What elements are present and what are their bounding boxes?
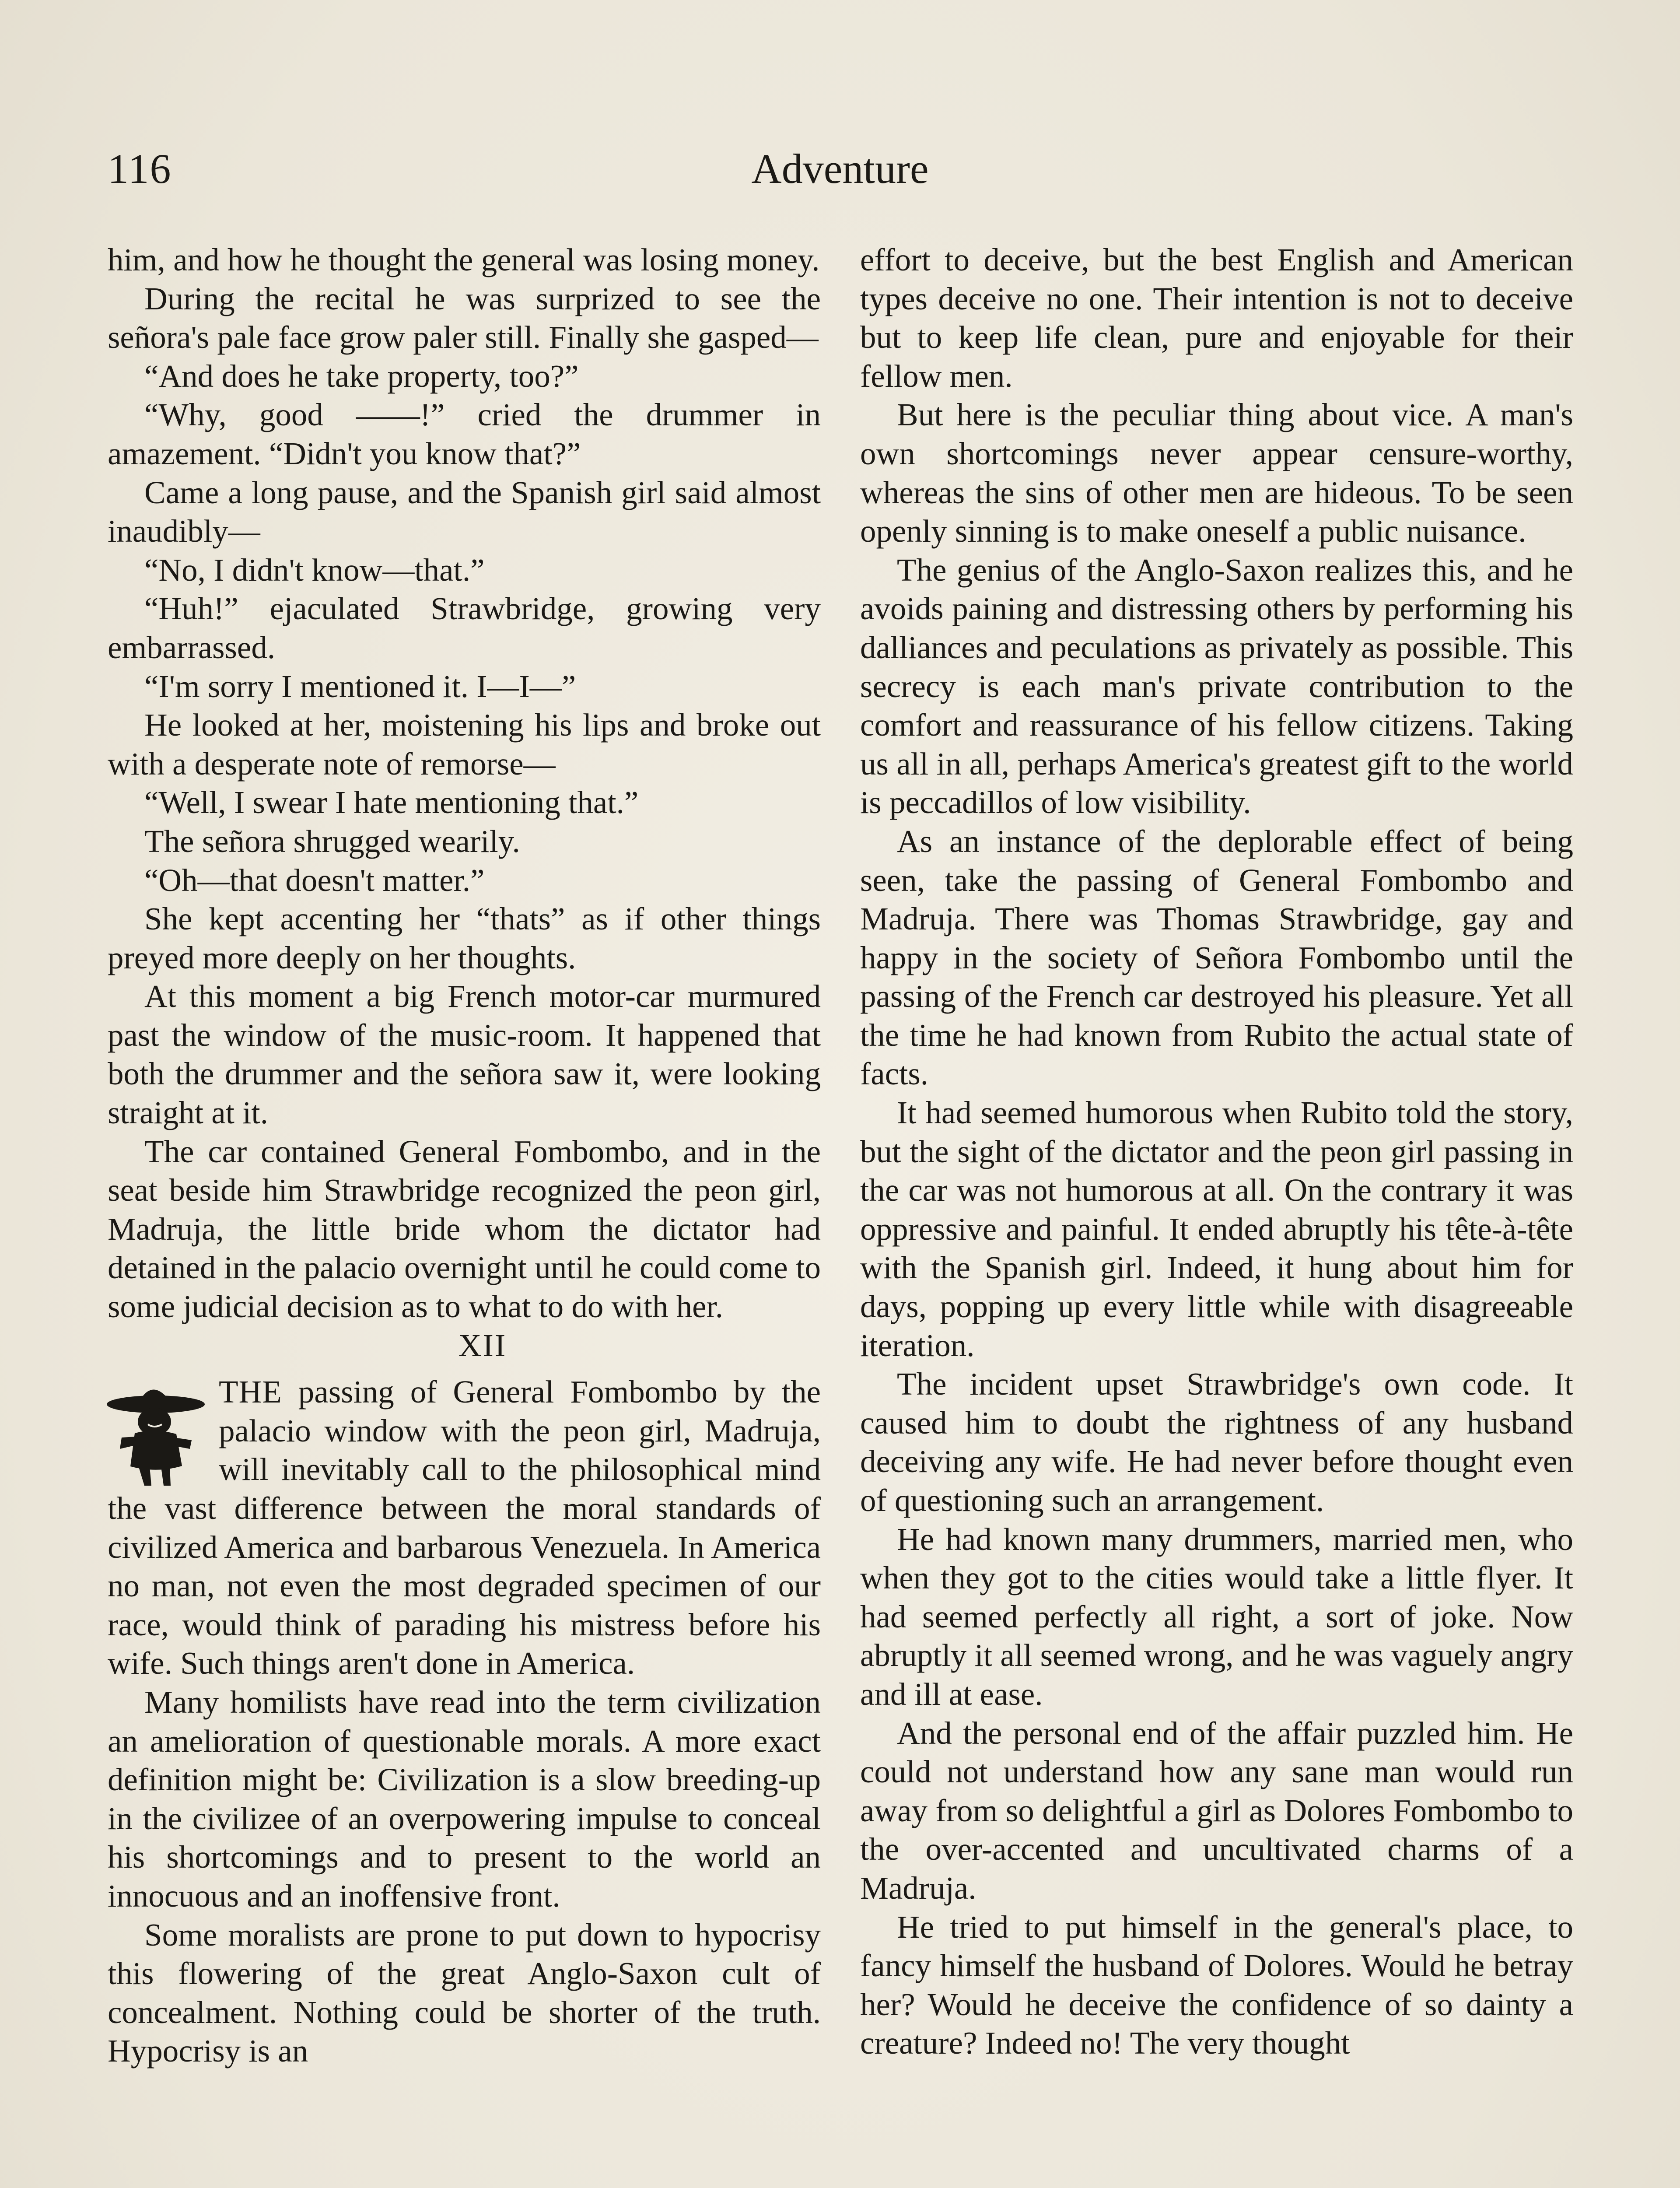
paragraph: It had seemed humorous when Rubito told the story, but the sight of the dictator and the peon girl passing in the car was not humorous at all. On the contrary it was oppressive and painful. It ended abruptly his tête-à-tête with the Spanish girl. Indeed, it hung about him for days, popping up every little while with disagreeable iteration. [860,1095,1573,1363]
paragraph: him, and how he thought the general was losing money. [108,242,820,277]
paragraph: He had known many drummers, married men, who when they got to the cities would take a little flyer. It had seemed perfectly all right, a sort of joke. Now abruptly it all seemed wrong, and he was vaguely angry and ill at ease. [860,1521,1573,1712]
paragraph: He looked at her, moistening his lips and broke out with a desperate note of remorse— [108,707,821,782]
paragraph: She kept accenting her “thats” as if other things preyed more deeply on her thoughts. [108,901,821,975]
paragraph: “And does he take property, too?” [144,358,579,394]
paragraph: Many homilists have read into the term civilization an amelioration of questionable morals. A more exact definition might be: Civilization is a slow breeding-up in the civilizee of an overpowering impulse to conceal his shortcomings and to present to the world an innocuous and an inoffensive front. [108,1684,821,1914]
left-column [108,241,821,2071]
dropcap-lead-word: THE [219,1374,282,1410]
paragraph: The genius of the Anglo-Saxon realizes this, and he avoids paining and distressing others by performing his dalliances and peculations as privately as possible. This secrecy is each man's private contribution to the comfort and reassurance of his fellow citizens. Taking us all in all, perhaps America's greatest gift to the world is peccadillos of low visibility. [860,552,1573,820]
paragraph: Came a long pause, and the Spanish girl said almost inaudibly— [108,474,821,549]
paragraph: “Well, I swear I hate mentioning that.” [144,785,639,820]
paragraph: The incident upset Strawbridge's own code. It caused him to doubt the rightness of any husband deceiving any wife. He had never before thought even of questioning such an arrangement. [860,1366,1573,1518]
page-number: 116 [108,145,172,192]
paragraph: effort to deceive, but the best English and American types deceive no one. Their intention is not to deceive but to keep life clean, pure and enjoyable for their fellow men. [860,242,1573,394]
paragraph: During the recital he was surprized to see the señora's pale face grow paler still. Finally she gasped— [108,281,821,355]
dropcap-paragraph-text: passing of General Fombombo by the palacio window with the peon girl, Madruja, will inevitably call to the philosophical mind the vast difference between the moral standards of civilized America and barbarous Venezuela. In America no man, not even the most degraded specimen of our race, would think of parading his mistress before his wife. Such things aren't done in America. [108,1374,821,1681]
sombrero-figure-vignette [104,1376,209,1488]
paragraph: But here is the peculiar thing about vice. A man's own shortcomings never appear censure-worthy, whereas the sins of other men are hideous. To be seen openly sinning is to make oneself a public nuisance. [860,397,1573,549]
running-title: Adventure [751,145,929,192]
section-heading: XII [458,1327,507,1363]
paragraph: And the personal end of the affair puzzled him. He could not understand how any sane man would run away from so delightful a girl as Dolores Fombombo to the over-accented and uncultivated charms of a Madruja. [860,1715,1573,1906]
right-column [860,241,1573,2063]
paragraph: Some moralists are prone to put down to hypocrisy this flowering of the great Anglo-Saxon cult of concealment. Nothing could be shorter of the truth. Hypocrisy is an [108,1917,821,2069]
paragraph: “Huh!” ejaculated Strawbridge, growing very embarrassed. [108,591,821,665]
paragraph: As an instance of the deplorable effect of being seen, take the passing of General Fombombo and Madruja. There was Thomas Strawbridge, gay and happy in the society of Señora Fombombo until the passing of the French car destroyed his pleasure. Yet all the time he had known from Rubito the actual state of facts. [860,823,1573,1092]
page-header [108,144,1572,201]
paragraph: “No, I didn't know—that.” [144,552,485,588]
paragraph: “I'm sorry I mentioned it. I—I—” [144,668,576,704]
paragraph: “Why, good ——!” cried the drummer in amazement. “Didn't you know that?” [108,397,821,471]
paragraph: The car contained General Fombombo, and in the seat beside him Strawbridge recognized the peon girl, Madruja, the little bride whom the dictator had detained in the palacio overnight until he could come to some judicial decision as to what to do with her. [108,1133,821,1325]
paragraph: “Oh—that doesn't matter.” [144,862,485,898]
paragraph: The señora shrugged wearily. [144,823,520,859]
dropcap-paragraph [108,1373,821,1683]
paragraph: At this moment a big French motor-car murmured past the window of the music-room. It happened that both the drummer and the señora saw it, were looking straight at it. [108,978,821,1131]
paragraph: He tried to put himself in the general's place, to fancy himself the husband of Dolores. Would he betray her? Would he deceive the confidence of so dainty a creature? Indeed no! The very thought [860,1909,1573,2061]
